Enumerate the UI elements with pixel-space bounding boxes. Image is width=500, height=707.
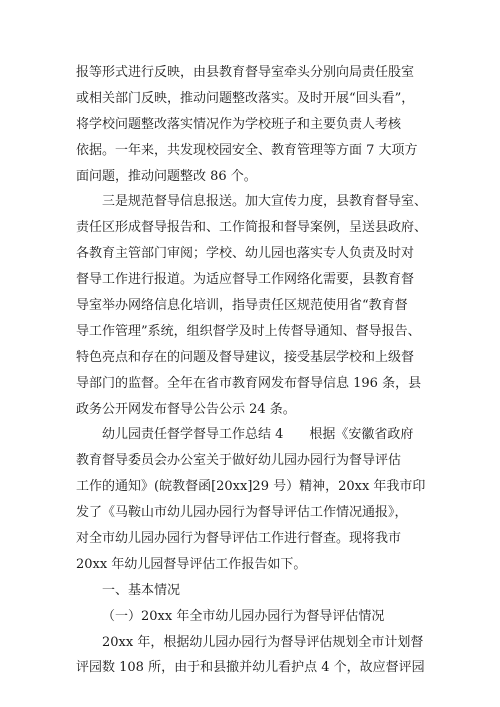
text-line: 面问题，推动问题整改 86 个。 — [76, 168, 257, 184]
text-line: 督导工作进行报道。为适应督导工作网络化需要，县教育督 — [76, 272, 415, 288]
text-line: 各教育主管部门审阅；学校、幼儿园也落实专人负责及时对 — [76, 246, 415, 262]
text-line: 20xx 年，根据幼儿园办园行为督导评估规划全市计划督 — [102, 634, 424, 650]
text-line: 教育督导委员会办公室关于做好幼儿园办园行为督导评估 — [76, 453, 402, 469]
text-line: 导部门的监督。全年在省市教育网发布督导信息 196 条，县 — [76, 375, 422, 391]
text-line: 责任区形成督导报告和、工作简报和督导案例，呈送县政府、 — [76, 220, 428, 236]
text-line: 政务公开网发布督导公告公示 24 条。 — [76, 401, 296, 417]
text-line: 特色亮点和存在的问题及督导建议，接受基层学校和上级督 — [76, 349, 415, 365]
text-line: （一）20xx 年全市幼儿园办园行为督导评估情况 — [102, 608, 385, 624]
text-line: 幼儿园责任督学督导工作总结 4 根据《安徽省政府 — [102, 427, 414, 443]
text-line: 对全市幼儿园办园行为督导评估工作进行督查。现将我市 — [76, 531, 402, 547]
text-line: 三是规范督导信息报送。加大宣传力度，县教育督导室、 — [102, 194, 428, 210]
document-body — [76, 60, 428, 681]
text-line: 或相关部门反映，推动问题整改落实。及时开展“回头看”， — [76, 90, 415, 106]
text-line: 一、基本情况 — [102, 582, 181, 598]
text-line: 导室举办网络信息化培训，指导责任区规范使用省“教育督 — [76, 298, 408, 314]
text-line: 评园数 108 所，由于和县撤并幼儿看护点 4 个，故应督评园 — [76, 660, 425, 676]
text-line: 导工作管理”系统，组织督学及时上传督导通知、督导报告、 — [76, 323, 421, 339]
text-line: 报等形式进行反映，由县教育督导室牵头分别向局责任股室 — [76, 65, 415, 80]
text-line: 发了《马鞍山市幼儿园办园行为督导评估工作情况通报》， — [76, 505, 408, 521]
text-line: 20xx 年幼儿园督导评估工作报告如下。 — [76, 556, 307, 572]
text-line: 工作的通知》(皖教督函[20xx]29 号）精神，20xx 年我市印 — [76, 479, 426, 495]
text-line: 将学校问题整改落实情况作为学校班子和主要负责人考核 — [76, 116, 402, 132]
text-line: 依据。一年来，共发现校园安全、教育管理等方面 7 大项方 — [76, 142, 418, 158]
